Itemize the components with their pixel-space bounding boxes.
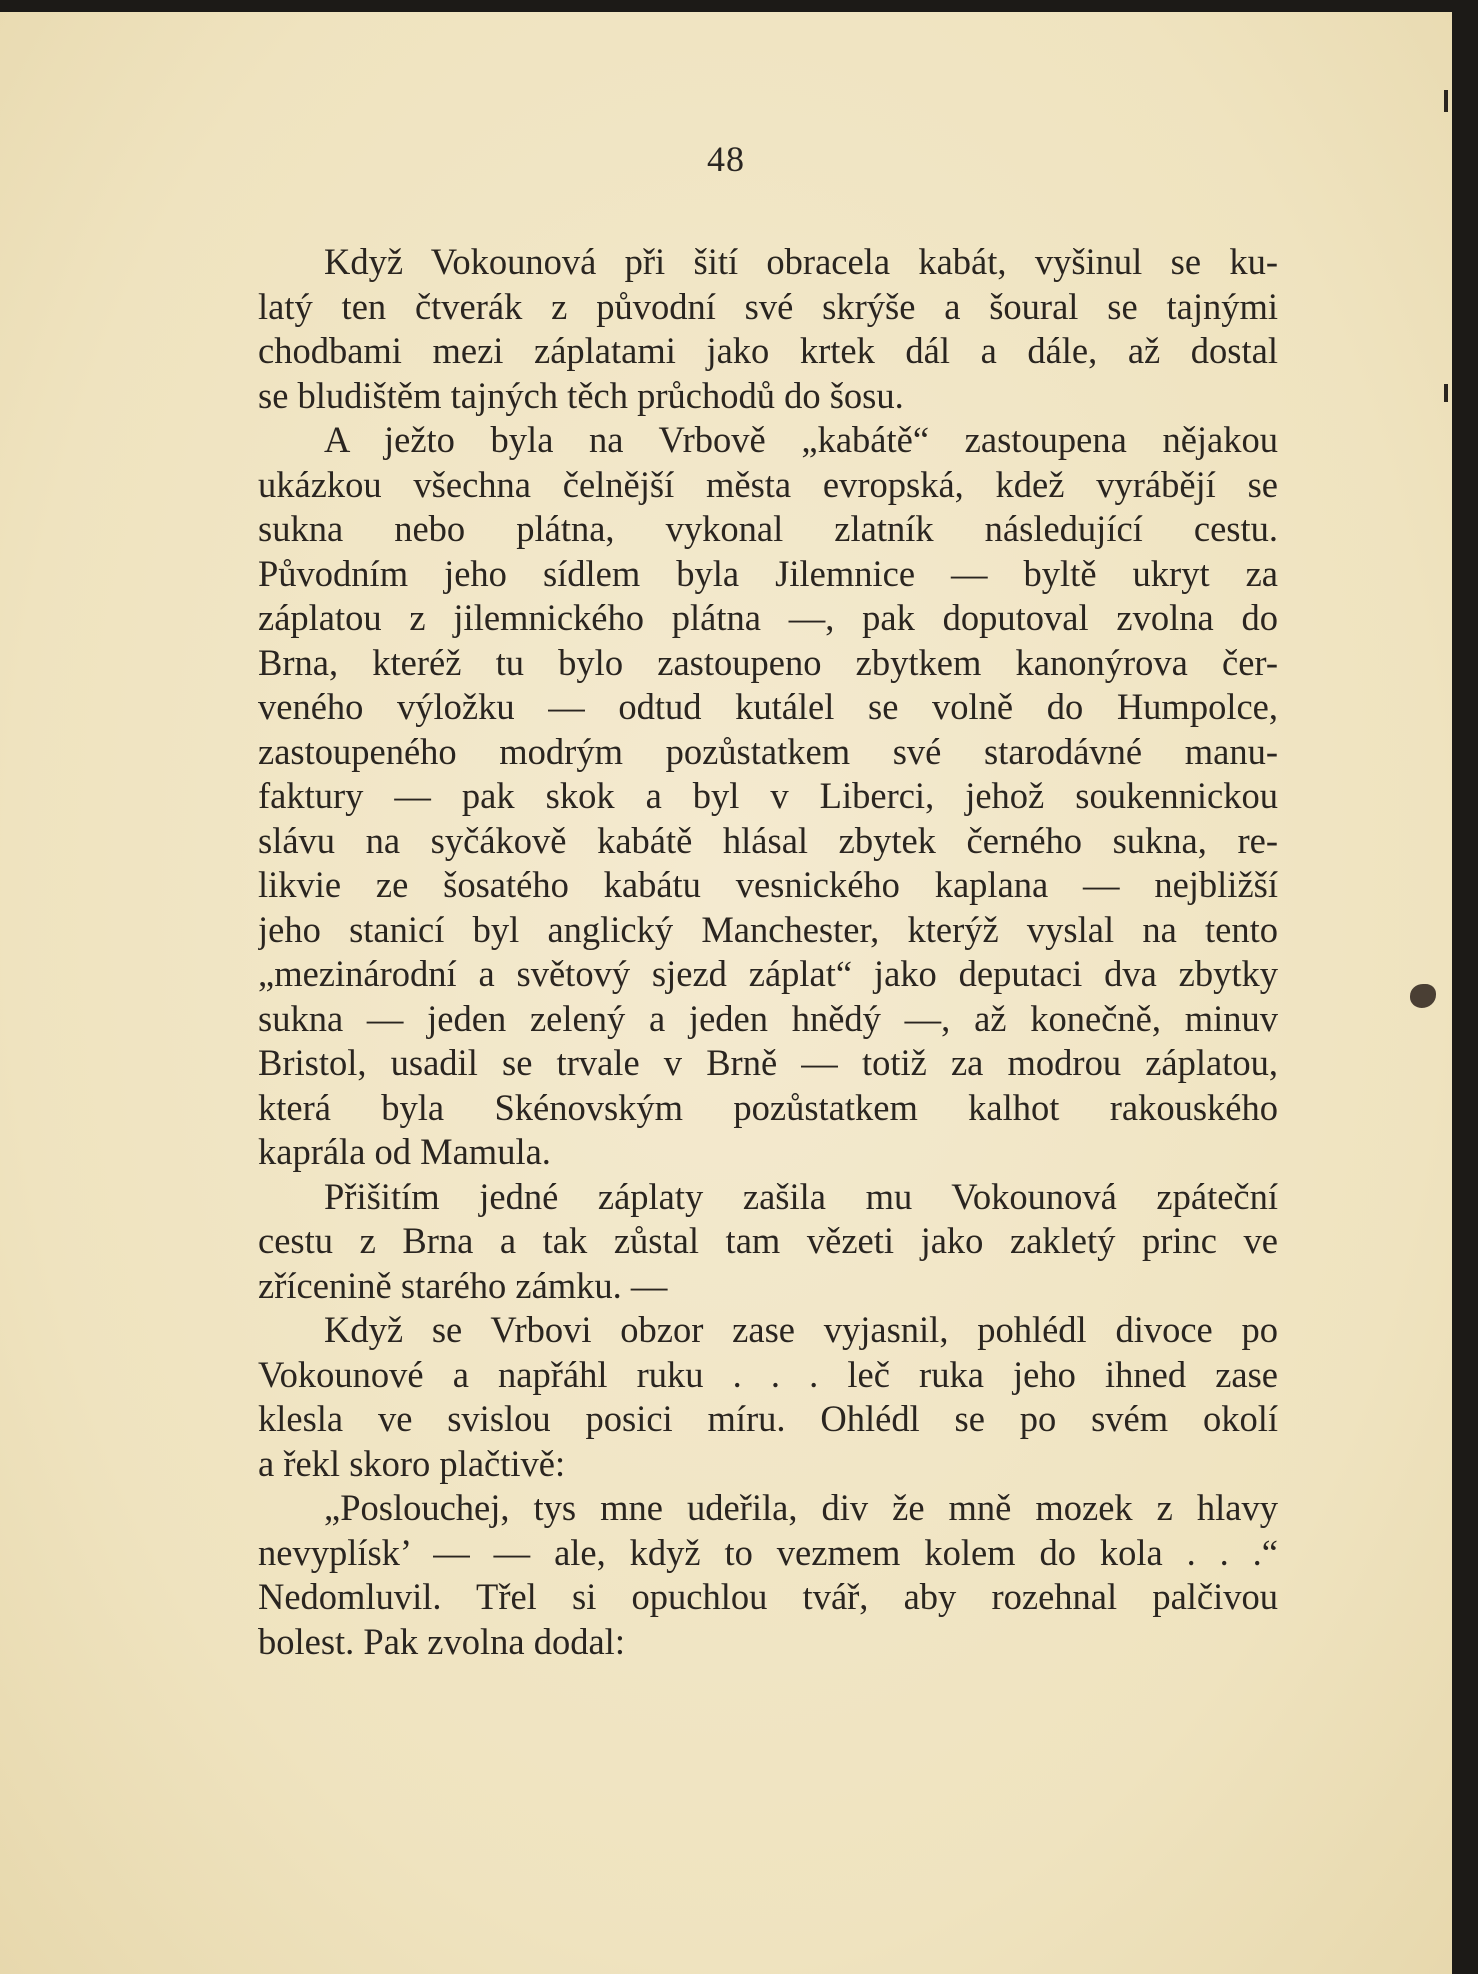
book-page <box>0 12 1452 1974</box>
text-line: Bristol, usadil se trvale v Brně — totiž za modrou záplatou, <box>258 1042 1278 1083</box>
text-line: chodbami mezi záplatami jako krtek dál a dále, až dostal <box>258 330 1278 371</box>
page-edge-mark <box>1444 384 1448 402</box>
text-line: ukázkou všechna čelnější města evropská, kdež vyrábějí se <box>258 463 1278 505</box>
text-line: Když se Vrbovi obzor zase vyjasnil, pohlédl divoce po <box>324 1309 1278 1350</box>
text-line: Když Vokounová při šití obracela kabát, vyšinul se ku- <box>324 241 1278 282</box>
text-line: se bludištěm tajných těch průchodů do šosu. <box>258 374 904 416</box>
text-line: a řekl skoro plačtivě: <box>258 1442 566 1484</box>
text-line: slávu na syčákově kabátě hlásal zbytek černého sukna, re- <box>258 819 1278 861</box>
text-line: která byla Skénovským pozůstatkem kalhot rakouského <box>258 1086 1278 1128</box>
text-line: A ježto byla na Vrbově „kabátě“ zastoupena nějakou <box>324 419 1278 460</box>
text-line: cestu z Brna a tak zůstal tam vězeti jako zakletý princ ve <box>258 1220 1278 1261</box>
text-line: sukna nebo plátna, vykonal zlatník následující cestu. <box>258 508 1278 549</box>
body-text <box>258 240 1278 1664</box>
text-line: zřícenině starého zámku. — <box>258 1264 668 1306</box>
text-line: Přišitím jedné záplaty zašila mu Vokounová zpáteční <box>324 1175 1278 1217</box>
text-line: jeho stanicí byl anglický Manchester, kterýž vyslal na tento <box>258 908 1278 950</box>
page-number: 48 <box>707 139 745 179</box>
text-line: klesla ve svislou posici míru. Ohlédl se po svém okolí <box>258 1398 1278 1439</box>
text-line: kaprála od Mamula. <box>258 1131 551 1172</box>
text-line: bolest. Pak zvolna dodal: <box>258 1620 625 1662</box>
text-line: faktury — pak skok a byl v Liberci, jehož soukennickou <box>258 775 1278 816</box>
text-line: latý ten čtverák z původní své skrýše a šoural se tajnými <box>258 285 1278 327</box>
text-line: „mezinárodní a světový sjezd záplat“ jako deputaci dva zbytky <box>258 953 1278 994</box>
ink-stain <box>1410 984 1436 1008</box>
text-line: likvie ze šosatého kabátu vesnického kaplana — nejbližší <box>258 864 1278 905</box>
text-line: Původním jeho sídlem byla Jilemnice — byltě ukryt za <box>258 552 1278 594</box>
text-line: záplatou z jilemnického plátna —, pak doputoval zvolna do <box>258 597 1278 638</box>
text-line: zastoupeného modrým pozůstatkem své starodávné manu- <box>258 730 1278 772</box>
text-line: veného výložku — odtud kutálel se volně do Humpolce, <box>258 686 1278 727</box>
text-line: nevyplísk’ — — ale, když to vezmem kolem do kola . . .“ <box>258 1531 1278 1573</box>
text-line: Vokounové a napřáhl ruku . . . leč ruka jeho ihned zase <box>258 1353 1278 1395</box>
text-line: „Poslouchej, tys mne udeřila, div že mně mozek z hlavy <box>324 1487 1278 1528</box>
text-line: sukna — jeden zelený a jeden hnědý —, až konečně, minuv <box>258 997 1278 1039</box>
page-edge-mark <box>1444 90 1448 112</box>
text-line: Brna, kteréž tu bylo zastoupeno zbytkem kanonýrova čer- <box>258 641 1278 683</box>
text-line: Nedomluvil. Třel si opuchlou tvář, aby rozehnal palčivou <box>258 1576 1278 1617</box>
